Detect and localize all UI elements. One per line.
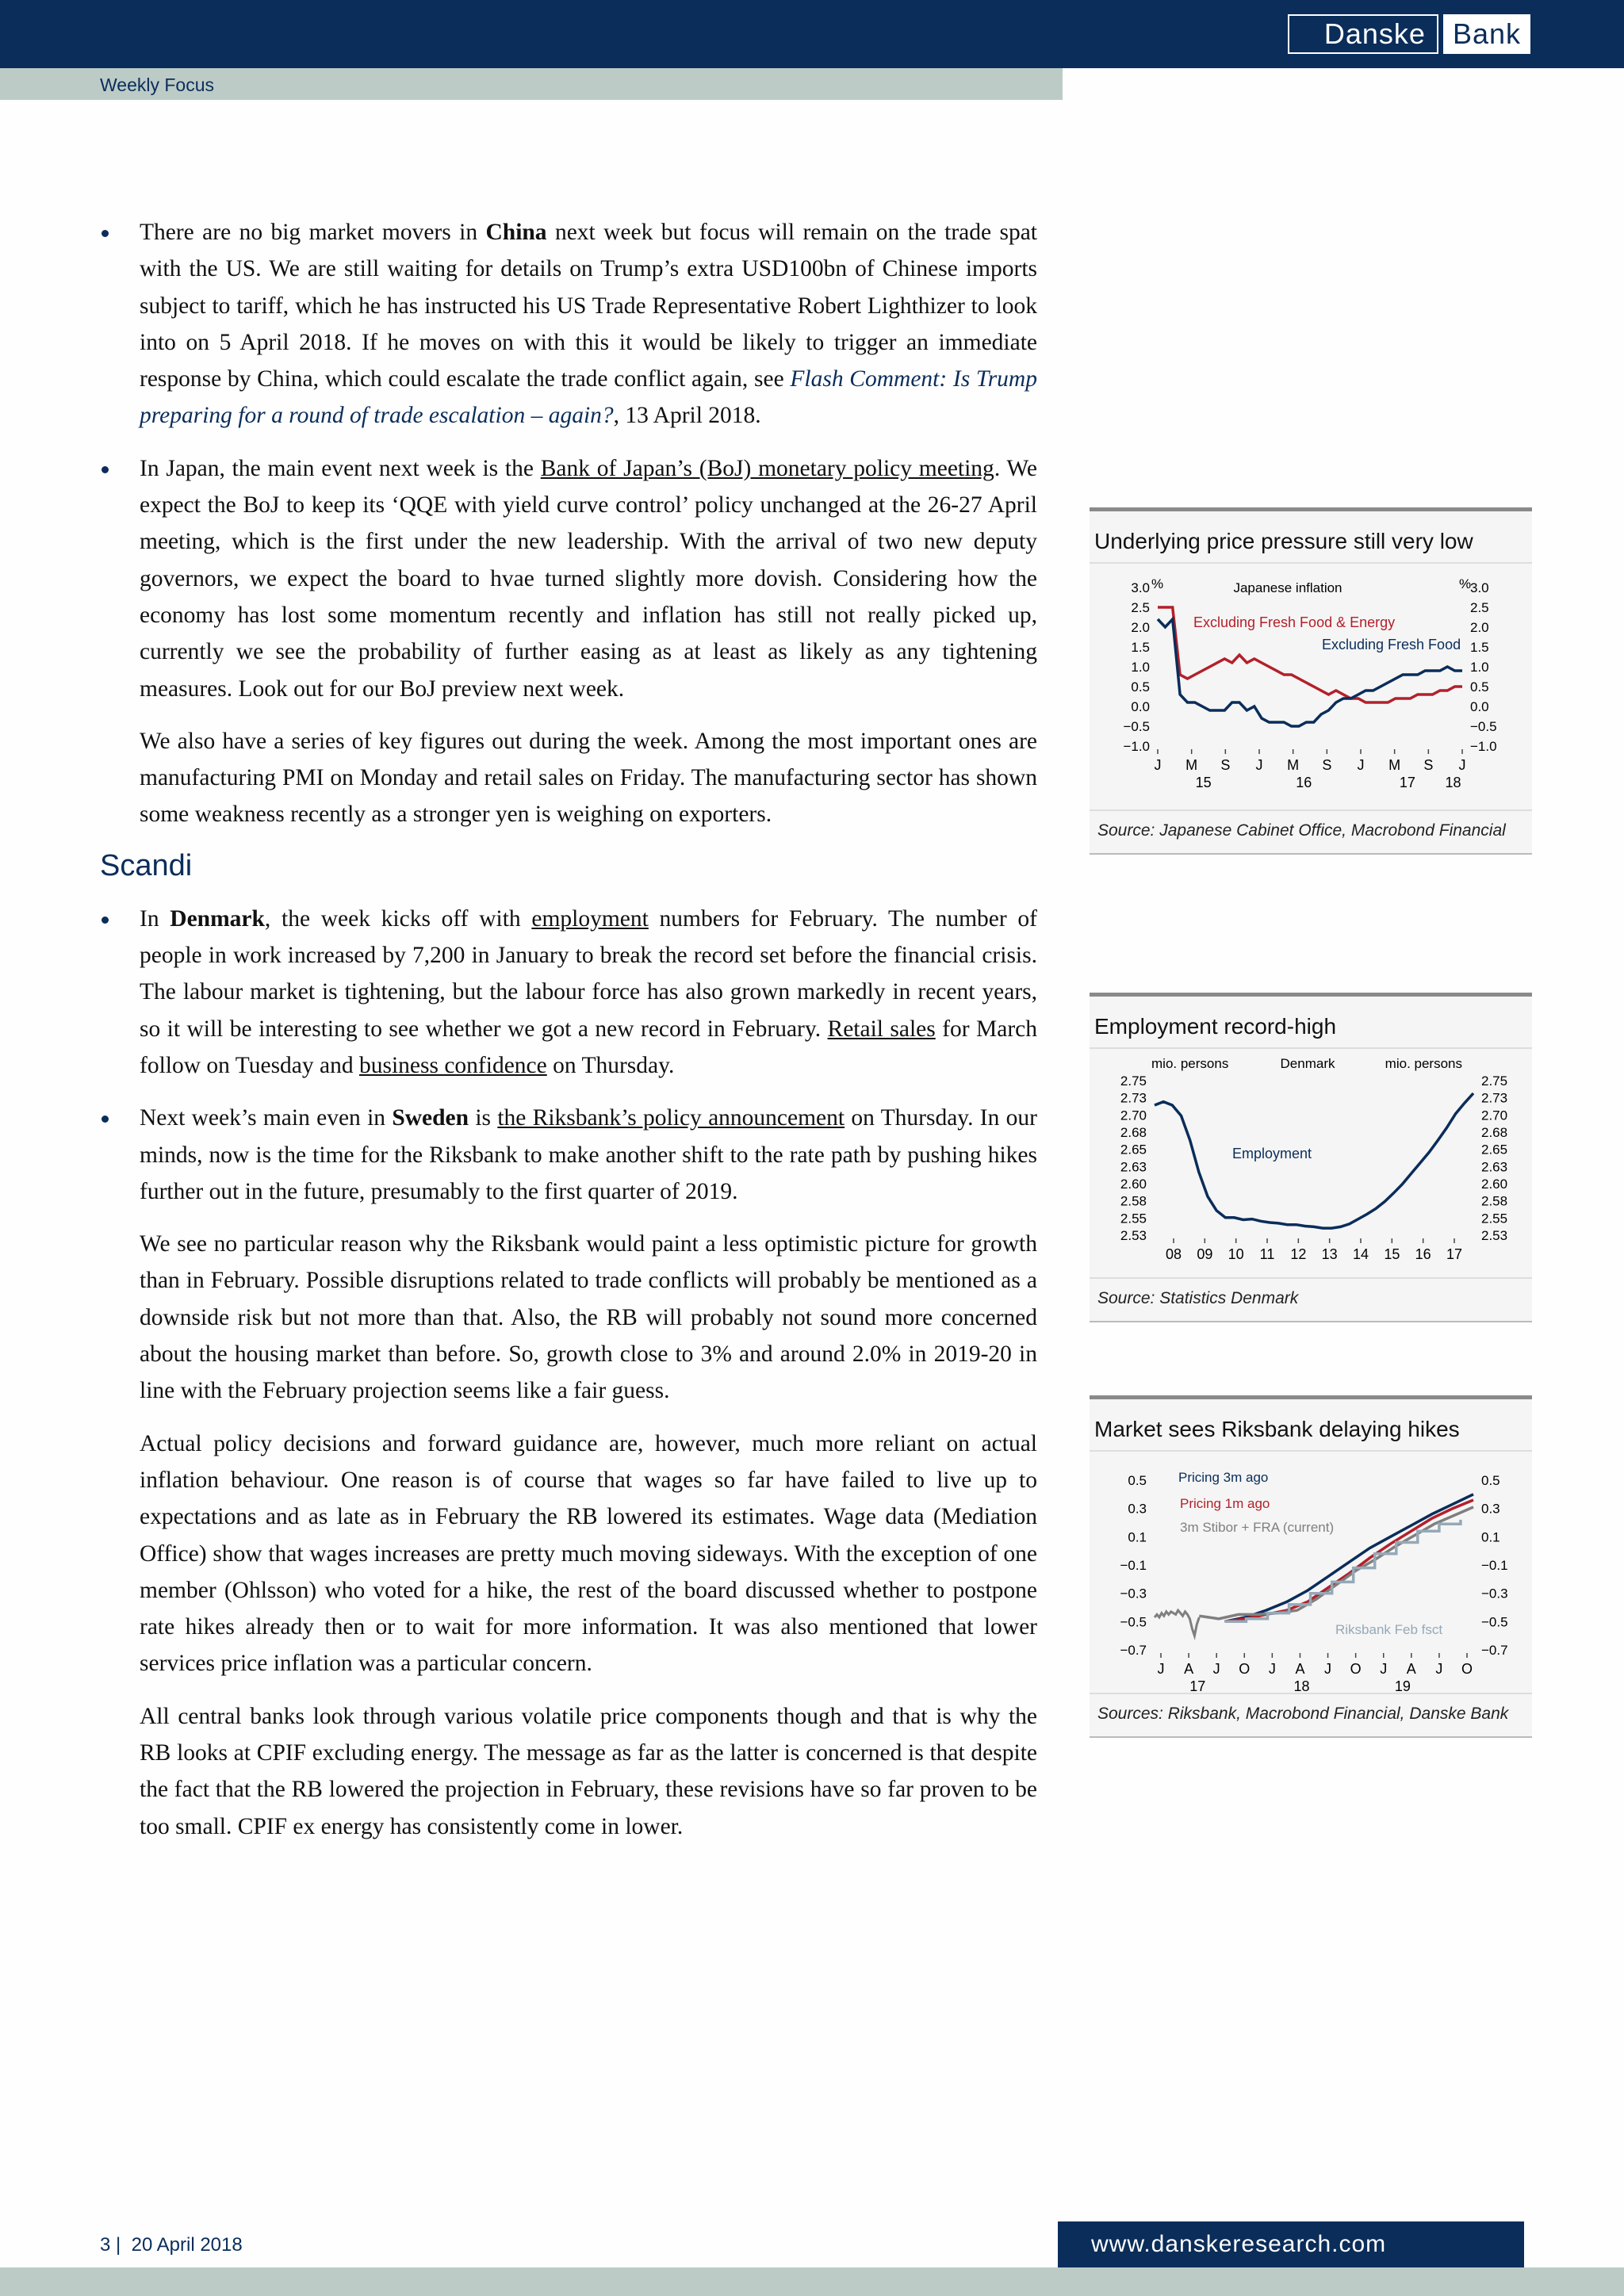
x-tick-label: 16 [1415,1246,1431,1262]
y-tick-right: 2.75 [1481,1073,1508,1089]
y-tick-right: 0.3 [1481,1501,1500,1517]
y-tick-left: 2.58 [1120,1193,1147,1209]
x-tick-label: 13 [1321,1246,1338,1262]
y-tick-right: 3.0 [1470,580,1489,595]
x-year-label: 17 [1189,1678,1206,1693]
y-tick-right: −0.5 [1470,719,1497,734]
y-tick-left: 0.5 [1128,1473,1147,1488]
y-tick-right: 0.1 [1481,1529,1500,1545]
y-tick-left: 2.5 [1131,600,1150,615]
y-tick-right: 2.0 [1470,620,1489,635]
y-tick-right: 2.55 [1481,1211,1508,1226]
chart-subtitle: Denmark [1280,1056,1335,1071]
y-unit-right: mio. persons [1385,1056,1462,1071]
boj-meeting-link[interactable]: Bank of Japan’s (BoJ) monetary policy meeting [540,455,994,481]
y-tick-right: 2.60 [1481,1177,1508,1192]
y-tick-left: 2.0 [1131,620,1150,635]
riksbank-pricing-chart [1090,1452,1532,1693]
x-tick-label: O [1461,1661,1473,1677]
series-line-1 [1155,1093,1473,1228]
chart-source: Sources: Riksbank, Macrobond Financial, Danske Bank [1090,1693,1532,1736]
y-tick-right: −0.7 [1481,1643,1508,1658]
x-tick-label: 12 [1290,1246,1307,1262]
y-tick-left: −0.5 [1120,1614,1147,1630]
y-tick-left: −1.0 [1123,739,1150,754]
x-tick-label: J [1458,757,1466,773]
y-tick-right: 0.5 [1481,1473,1500,1488]
chart-box-denmark [1090,993,1532,1322]
x-tick-label: J [1255,757,1263,773]
x-tick-label: 08 [1165,1246,1182,1262]
policy-paragraph: Actual policy decisions and forward guidance are, however, much more reliant on actual inflation behaviour. One reason is of course that wages so far have failed to live up to expectations and as late as in February the RB lowered its estimates. Wage data (Mediation Office) show that wages increases are pretty much moving sideways. With the exception of one member (Ohlsson) who voted for a hike, the rest of the board discussed whether to postpone rate hikes already then or to wait for more information. It was also mentioned that lower services price inflation was a particular concern. [140,1430,1037,1677]
y-tick-left: 2.53 [1120,1228,1147,1243]
y-tick-left: −0.1 [1120,1558,1147,1573]
y-tick-right: −0.1 [1481,1558,1508,1573]
x-tick-label: O [1239,1661,1251,1677]
publish-date: 20 April 2018 [131,2234,243,2256]
chart-source: Source: Japanese Cabinet Office, Macrobond Financial [1090,809,1532,853]
series-line-history [1155,1610,1199,1636]
legend-employment: Employment [1232,1146,1312,1161]
y-tick-right: 2.68 [1481,1125,1508,1140]
logo-left: Danske [1288,14,1438,54]
y-tick-left: 2.60 [1120,1177,1147,1192]
denmark-paragraph: In Denmark, the week kicks off with employment numbers for February. The number of people in work increased by 7,200 in January to break the record set before the financial crisis. The labour market is tightening, but the labour force has also grown markedly in recent years, so it will be interesting to see whether we got a new record in February. Retail sales for March follow on Tuesday and business confidence on Thursday. [100,901,1037,1084]
y-tick-left: 3.0 [1131,580,1150,595]
x-year-label: 18 [1445,775,1461,790]
x-tick-label: J [1380,1661,1388,1677]
y-tick-right: 2.63 [1481,1159,1508,1175]
x-tick-label: 17 [1446,1246,1463,1262]
legend-fresh: Excluding Fresh Food [1322,637,1461,652]
business-confidence-link[interactable]: business confidence [358,1052,547,1078]
japan-paragraph: In Japan, the main event next week is the Bank of Japan’s (BoJ) monetary policy meeting. We expect the BoJ to keep its ‘QQE with yield curve control’ policy unchanged at the 26-27 April meeting, which is the first under the new leadership. With the arrival of two new deputy governors, we expect the board to hvae turned slightly more dovish. Considering how the economy has lost some momentum recently and inflation has still not really picked up, currently we see the probability of further easing as at least as likely as any tightening measures. Look out for our BoJ preview next week. [100,450,1037,707]
x-tick-label: A [1406,1661,1416,1677]
china-paragraph: There are no big market movers in China next week but focus will remain on the trade spat with the US. We are still waiting for details on Trump’s extra USD100bn of Chinese imports subject to tariff, which he has instructed his US Trade Representative Robert Lighthizer to look into on 5 April 2018. If he moves on with this it would be likely to trigger an immediate response by China, which could escalate the trade conflict again, see Flash Comment: Is Trump preparing for a round of trade escalation – again?, 13 April 2018. [100,214,1037,434]
section-title: Weekly Focus [100,75,215,95]
x-tick-label: 10 [1228,1246,1244,1262]
y-tick-left: 2.75 [1120,1073,1147,1089]
chart-source: Source: Statistics Denmark [1090,1277,1532,1321]
footer-url-link[interactable]: www.danskeresearch.com [1058,2221,1524,2267]
y-tick-left: 2.73 [1120,1090,1147,1106]
legend-feb-fcst: Riksbank Feb fsct [1335,1622,1443,1637]
section-bar [0,68,1063,100]
page-number: 3 | [100,2234,121,2256]
legend-current: 3m Stibor + FRA (current) [1180,1520,1335,1535]
cpif-paragraph: All central banks look through various volatile price components though and that is why the RB looks at CPIF excluding energy. The message as far as the latter is concerned is that despite the fact that the RB lowered the projection in February, these revisions have so far proven to be too small. CPIF ex energy has consistently come in lower. [140,1703,1037,1839]
x-tick-label: J [1212,1661,1220,1677]
legend-1m: Pricing 1m ago [1180,1496,1270,1511]
y-tick-right: 2.53 [1481,1228,1508,1243]
y-tick-right: 1.5 [1470,640,1489,655]
x-tick-label: O [1350,1661,1362,1677]
y-unit-right: % [1459,576,1472,591]
footer-page [100,2234,243,2256]
japan-figures-paragraph: We also have a series of key figures out during the week. Among the most important ones are manufacturing PMI on Monday and retail sales on Friday. The manufacturing sector has shown some weakness recently as a stronger yen is weighing on exporters. [140,728,1037,828]
y-tick-left: 1.5 [1131,640,1150,655]
y-tick-right: −0.5 [1481,1614,1508,1630]
x-tick-label: M [1388,757,1401,773]
y-tick-right: 0.0 [1470,699,1489,714]
x-tick-label: J [1154,757,1162,773]
danske-bank-logo[interactable] [1288,14,1530,54]
chart-title: Underlying price pressure still very low [1090,511,1532,564]
y-tick-right: 2.5 [1470,600,1489,615]
y-tick-left: 2.70 [1120,1108,1147,1123]
series-line-1 [1224,1494,1473,1622]
y-tick-right: −1.0 [1470,739,1497,754]
top-banner [0,0,1624,68]
y-tick-right: 0.5 [1470,679,1489,695]
y-unit-left: mio. persons [1151,1056,1229,1071]
chart-title: Employment record-high [1090,997,1532,1049]
x-tick-label: S [1322,757,1332,773]
japan-inflation-chart [1090,564,1532,809]
x-tick-label: 11 [1259,1246,1275,1262]
x-tick-label: J [1157,1661,1165,1677]
x-tick-label: J [1268,1661,1276,1677]
y-unit-left: % [1151,576,1164,591]
x-tick-label: J [1324,1661,1332,1677]
x-tick-label: 09 [1197,1246,1213,1262]
y-tick-right: −0.3 [1481,1586,1508,1601]
series-line-4 [1224,1520,1461,1621]
bottom-bar [0,2267,1624,2296]
x-year-label: 15 [1195,775,1212,790]
y-tick-left: −0.3 [1120,1586,1147,1601]
x-tick-label: J [1357,757,1365,773]
y-tick-right: 2.73 [1481,1090,1508,1106]
scandi-heading: Scandi [100,848,193,882]
y-tick-left: 0.1 [1128,1529,1147,1545]
x-tick-label: 14 [1352,1246,1369,1262]
chart-title: Market sees Riksbank delaying hikes [1090,1399,1532,1452]
x-tick-label: A [1295,1661,1305,1677]
employment-link[interactable]: employment [531,905,649,932]
x-year-label: 18 [1293,1678,1310,1693]
y-tick-left: 2.55 [1120,1211,1147,1226]
series-line-2 [1158,619,1462,726]
y-tick-left: 2.68 [1120,1125,1147,1140]
x-year-label: 17 [1399,775,1415,790]
y-tick-left: 0.0 [1131,699,1150,714]
y-tick-left: 0.3 [1128,1501,1147,1517]
chart-box-riksbank [1090,1395,1532,1738]
x-tick-label: M [1287,757,1300,773]
growth-paragraph: We see no particular reason why the Riksbank would paint a less optimistic picture for growth than in February. Possible disruptions related to trade conflicts will probably be mentioned as a downside risk but not more than that. Also, the RB will probably not sound more concerned about the housing market than before. So, growth close to 3% and around 2.0% in 2019-20 in line with the February projection seems like a fair guess. [140,1231,1037,1404]
riksbank-announcement-link[interactable]: the Riksbank’s policy announcement [497,1105,845,1131]
x-tick-label: A [1184,1661,1194,1677]
y-tick-left: 0.5 [1131,679,1150,695]
y-tick-left: −0.5 [1123,719,1150,734]
chart-subtitle: Japanese inflation [1233,580,1342,595]
x-tick-label: J [1435,1661,1443,1677]
y-tick-left: −0.7 [1120,1643,1147,1658]
x-year-label: 19 [1394,1678,1411,1693]
x-tick-label: 15 [1384,1246,1400,1262]
x-year-label: 16 [1296,775,1312,790]
flash-comment-link[interactable]: Flash Comment: Is Trump preparing for a round of trade escalation – again? [140,366,1037,429]
retail-sales-link[interactable]: Retail sales [827,1016,936,1042]
chart-box-japan [1090,507,1532,855]
y-tick-right: 1.0 [1470,660,1489,675]
y-tick-right: 2.65 [1481,1142,1508,1158]
y-tick-right: 2.58 [1481,1193,1508,1209]
x-tick-label: S [1220,757,1231,773]
legend-3m: Pricing 3m ago [1178,1470,1269,1485]
main-text [100,214,1037,1861]
x-tick-label: M [1185,757,1198,773]
x-tick-label: S [1423,757,1434,773]
logo-right: Bank [1443,14,1530,54]
y-tick-left: 1.0 [1131,660,1150,675]
sweden-paragraph: Next week’s main even in Sweden is the Riksbank’s policy announcement on Thursday. In our minds, now is the time for the Riksbank to make another shift to the rate path by pushing hikes further out in the future, presumably to the first quarter of 2019. [100,1100,1037,1210]
y-tick-left: 2.63 [1120,1159,1147,1175]
y-tick-left: 2.65 [1120,1142,1147,1158]
legend-core: Excluding Fresh Food & Energy [1193,614,1396,630]
denmark-employment-chart [1090,1049,1532,1277]
y-tick-right: 2.70 [1481,1108,1508,1123]
